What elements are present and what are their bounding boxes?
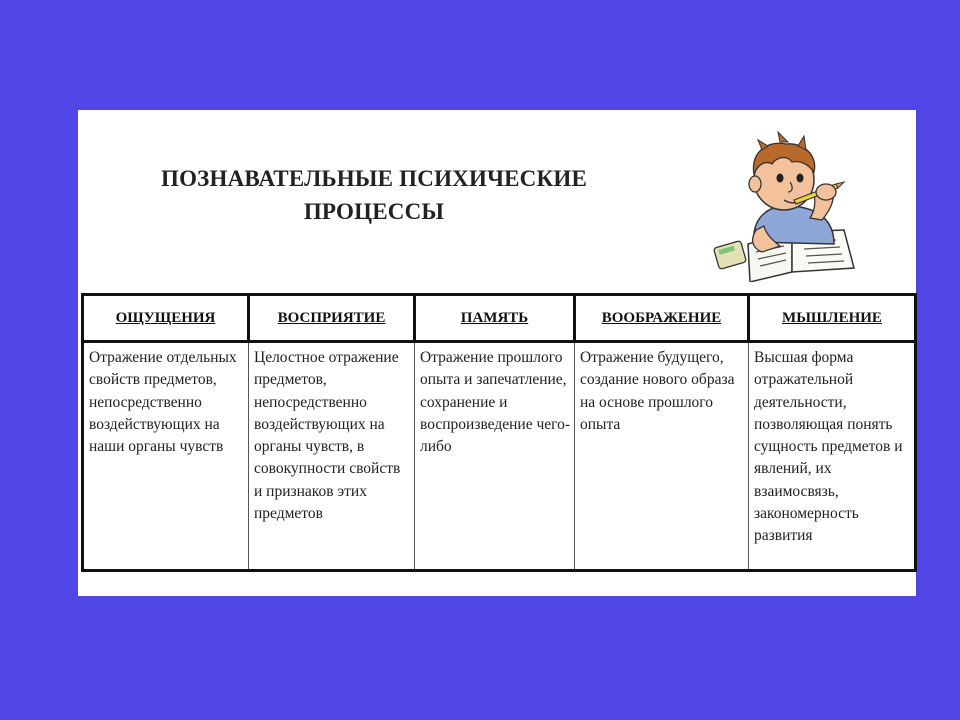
table-row [83,342,916,571]
student-studying-illustration [710,122,870,282]
header-sensation: ОЩУЩЕНИЯ [83,295,249,342]
cell-thinking: Высшая форма отражательной деятельности, позволяющая понять сущность предметов и явлений, их взаимосвязь, закономерность развития [749,342,916,571]
header-thinking: МЫШЛЕНИЕ [749,295,916,342]
slide-title-line-2: ПРОЦЕССЫ [303,199,445,224]
cell-sensation: Отражение отдельных свойств предметов, непосредственно воздействующих на наши органы чувств [83,342,249,571]
slide-title [104,162,644,228]
cell-perception: Целостное отражение предметов, непосредственно воздействующих на органы чувств, в совокупности свойств и признаков этих предметов [249,342,415,571]
cognitive-processes-table [81,293,917,572]
slide-panel [78,110,916,596]
cell-imagination: Отражение будущего, создание нового образа на основе прошлого опыта [575,342,749,571]
slide-title-line-1: ПОЗНАВАТЕЛЬНЫЕ ПСИХИЧЕСКИЕ [160,166,588,191]
cell-memory: Отражение прошлого опыта и запечатление, сохранение и воспроизведение чего-либо [415,342,575,571]
header-imagination: ВООБРАЖЕНИЕ [575,295,749,342]
header-memory: ПАМЯТЬ [415,295,575,342]
header-perception: ВОСПРИЯТИЕ [249,295,415,342]
table-header-row [83,295,916,342]
